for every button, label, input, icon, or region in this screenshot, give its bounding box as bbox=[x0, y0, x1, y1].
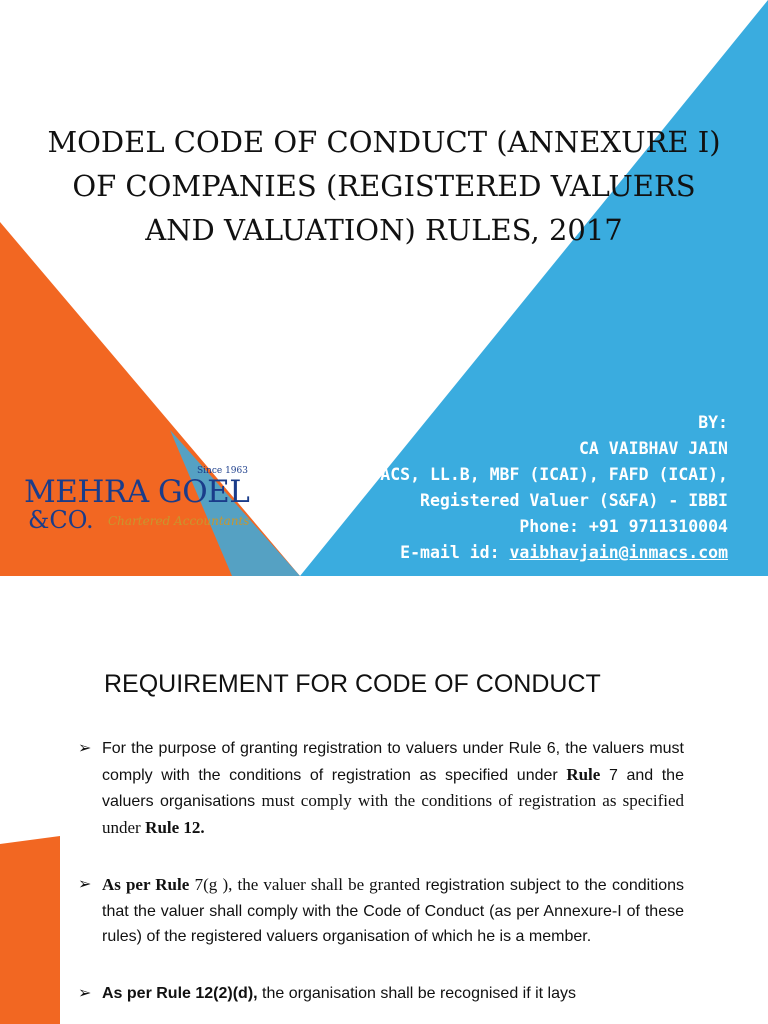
bullet-text: the organisation shall be recognised if it lays bbox=[262, 984, 577, 1002]
slide-title: REQUIREMENT FOR CODE OF CONDUCT bbox=[104, 670, 601, 698]
bullet-text: As per Rule 12(2)(d), bbox=[102, 984, 258, 1002]
bullet-text: must comply with the conditions of registration as specified under bbox=[102, 791, 684, 837]
content-slide bbox=[0, 586, 768, 1024]
bullet-text: Rule bbox=[566, 764, 601, 784]
bullet-text: Rule 12. bbox=[145, 817, 205, 837]
bullet-text: 7 and the valuers organisations bbox=[102, 766, 684, 810]
bullet-text: 7(g bbox=[194, 875, 218, 894]
author-email-line bbox=[331, 540, 728, 566]
bullet-text: As per Rule bbox=[102, 875, 190, 894]
author-by: BY: bbox=[698, 413, 728, 432]
arrow-bullet-icon: ➢ bbox=[78, 876, 92, 893]
slide-title bbox=[40, 120, 728, 252]
bullet-item bbox=[78, 872, 684, 950]
logo-subtitle: Chartered Accountants bbox=[108, 514, 250, 528]
email-link[interactable]: vaibhavjain@inmacs.com bbox=[509, 543, 728, 562]
arrow-bullet-icon: ➢ bbox=[78, 740, 92, 757]
mehra-goel-logo bbox=[24, 464, 254, 534]
author-phone: Phone: +91 9711310004 bbox=[519, 517, 728, 536]
logo-since: Since 1963 bbox=[197, 466, 248, 476]
title-line-3: AND VALUATION) RULES, 2017 bbox=[145, 213, 623, 247]
bullet-text: ), the valuer shall be granted bbox=[222, 875, 421, 894]
bullet-item bbox=[78, 981, 684, 1007]
author-name: CA VAIBHAV JAIN bbox=[578, 439, 728, 458]
author-credentials: FCA, ACS, LL.B, MBF (ICAI), FAFD (ICAI), bbox=[330, 465, 728, 484]
bullet-text: registration subject to the conditions that the valuer shall comply with the Code of Conduct (as per Annexure-I of these rules) of the registered valuers organisation of which he is a member. bbox=[102, 877, 685, 945]
bullet-list bbox=[78, 736, 684, 1024]
title-line-1: MODEL CODE OF CONDUCT (ANNEXURE I) bbox=[47, 125, 721, 159]
logo-co: &CO. bbox=[28, 506, 94, 534]
logo-name: MEHRA GOEL bbox=[24, 474, 250, 510]
email-label: E-mail id: bbox=[400, 543, 500, 562]
arrow-bullet-icon: ➢ bbox=[78, 984, 92, 1002]
bullet-text: For the purpose of granting registration to valuers under Rule 6, the valuers must comply with the conditions of registration as specified under bbox=[102, 740, 684, 784]
title-line-2: OF COMPANIES (REGISTERED VALUERS bbox=[72, 169, 696, 203]
bullet-item bbox=[78, 736, 684, 841]
author-registration: Registered Valuer (S&FA) - IBBI bbox=[420, 491, 728, 510]
orange-corner-shape bbox=[0, 836, 60, 1024]
author-block bbox=[331, 410, 728, 566]
